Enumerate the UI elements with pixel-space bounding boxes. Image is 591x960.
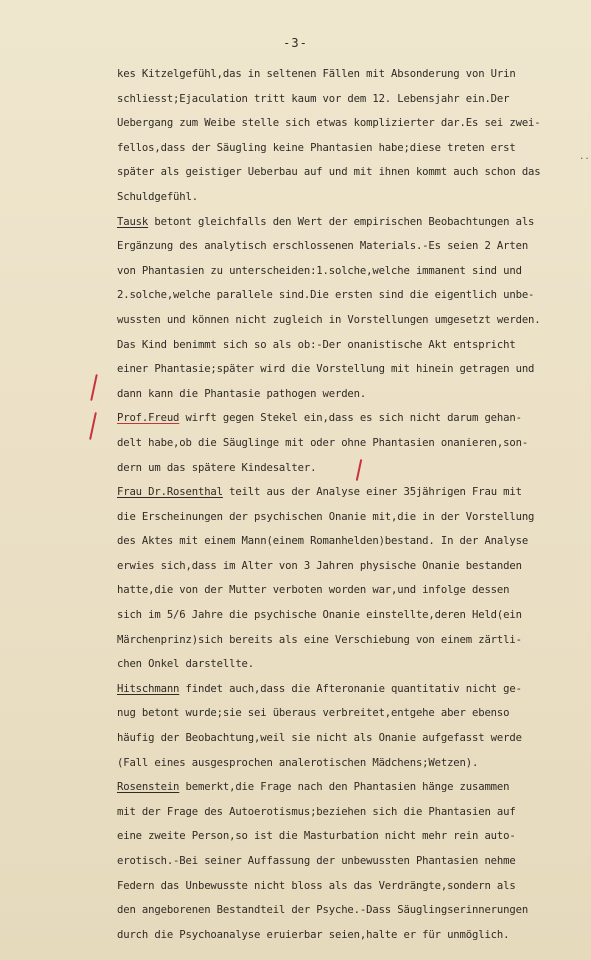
paragraph-rosenstein [117,775,587,800]
text-line: chen Onkel darstellte. [117,658,255,671]
text-line: Uebergang zum Weibe stelle sich etwas komplizierter dar.Es sei zwei- [117,117,541,130]
text-line: Märchenprinz)sich bereits als eine Verschiebung von einem zärtli- [117,633,522,646]
text-line: (Fall eines ausgesprochen analerotischen Mädchens;Wetzen). [117,756,479,769]
text-line: die Erscheinungen der psychischen Onanie mit,die in der Vorstellung [117,510,535,523]
speaker-name: Rosenstein [117,781,180,794]
text-line: dern um das spätere Kindesalter. [117,461,317,474]
text-line: Das Kind benimmt sich so als ob:-Der onanistische Akt entspricht [117,338,516,351]
speaker-name: Tausk [117,215,149,228]
red-margin-mark [89,412,97,440]
text-line: sich im 5/6 Jahre die psychische Onanie einstellte,deren Held(ein [117,609,522,622]
text-fragment: wirft gegen Stekel ein,dass es sich nicht darum gehan- [179,412,522,425]
text-line: hatte,die von der Mutter verboten worden war,und infolge dessen [117,584,510,597]
text-line: erotisch.-Bei seiner Auffassung der unbewussten Phantasien nehme [117,855,516,867]
text-line: kes Kitzelgefühl,das in seltenen Fällen mit Absonderung von Urin [117,68,516,80]
paragraph-tausk [117,210,587,235]
text-line: delt habe,ob die Säuglinge mit oder ohne Phantasien onanieren,son- [117,436,529,449]
text-line: durch die Psychoanalyse eruierbar seien,halte er für unmöglich. [117,928,510,941]
text-line: erwies sich,dass im Alter von 3 Jahren physische Onanie bestanden [117,559,522,572]
text-fragment: teilt aus der Analyse einer 35jährigen Frau mit [222,486,522,499]
red-margin-mark [90,374,98,401]
speaker-name: Frau Dr.Rosenthal [117,486,223,499]
text-line: schliesst;Ejaculation tritt kaum vor dem 12. Lebensjahr ein.Der [117,92,510,105]
text-line: 2.solche,welche parallele sind.Die ersten sind die eigentlich unbe- [117,289,535,302]
text-fragment: findet auch,dass die Afteronanie quantitativ nicht ge- [179,682,522,695]
pencil-annotation: .. [579,152,590,162]
text-line: wussten und können nicht zugleich in Vorstellungen umgesetzt werden. [117,313,541,326]
text-fragment: betont gleichfalls den Wert der empirischen Beobachtungen als [148,215,535,228]
paragraph-hitschmann [117,677,587,702]
text-line: Schuldgefühl. [117,190,198,203]
text-line: von Phantasien zu unterscheiden:1.solche,welche immanent sind und [117,264,522,277]
text-line: einer Phantasie;später wird die Vorstellung mit hinein getragen und [117,363,535,376]
text-fragment: bemerkt,die Frage nach den Phantasien hänge zusammen [179,781,510,794]
text-line: mit der Frage des Autoerotismus;beziehen sich die Phantasien auf [117,805,516,818]
paragraph-freud [117,406,587,431]
text-line: dann kann die Phantasie pathogen werden. [117,387,367,400]
text-line: fellos,dass der Säugling keine Phantasien habe;diese treten erst [117,141,516,154]
text-line: Ergänzung des analytisch erschlossenen Materials.-Es seien 2 Arten [117,240,529,253]
page-number: -3- [283,36,308,50]
text-line: eine zweite Person,so ist die Masturbation nicht mehr rein auto- [117,830,516,843]
speaker-name: Hitschmann [117,682,180,695]
typescript-body [117,62,587,947]
text-line: häufig der Beobachtung,weil sie nicht als Onanie aufgefasst werde [117,732,522,745]
speaker-name: Prof.Freud [117,412,180,425]
text-line: später als geistiger Ueberbau auf und mit ihnen kommt auch schon das [117,166,541,179]
text-line: den angeborenen Bestandteil der Psyche.-Dass Säuglingserinnerungen [117,904,529,917]
text-line: nug betont wurde;sie sei überaus verbreitet,entgehe aber ebenso [117,707,510,720]
text-line: des Aktes mit einem Mann(einem Romanhelden)bestand. In der Analyse [117,535,529,548]
text-line: Federn das Unbewusste nicht bloss als das Verdrängte,sondern als [117,879,516,892]
paragraph-rosenthal [117,480,587,505]
